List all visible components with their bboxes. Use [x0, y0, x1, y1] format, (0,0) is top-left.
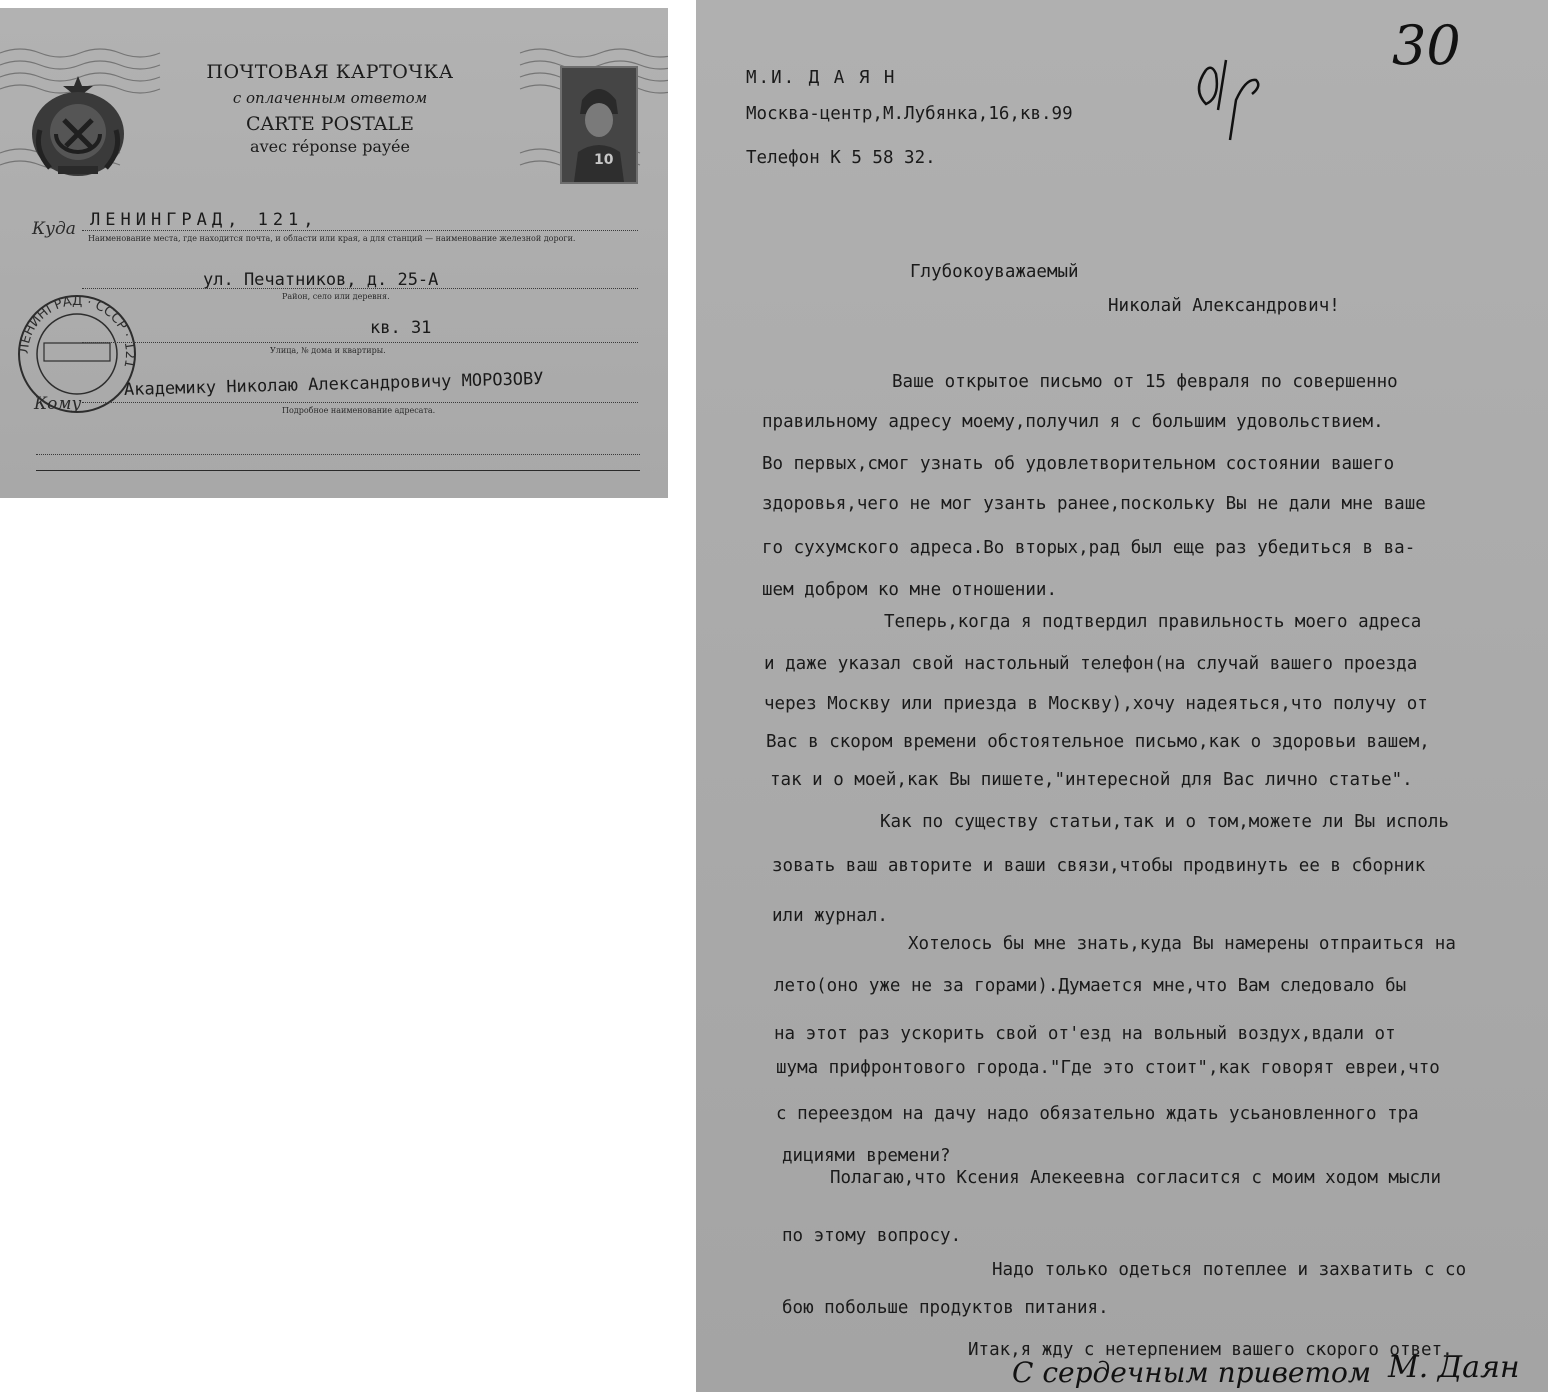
letter-line: правильному адресу моему,получил я с большим удовольствием. — [762, 412, 1384, 432]
address-line-5 — [36, 454, 640, 455]
letter-line: на этот раз ускорить свой от'езд на вольный воздух,вдали от — [774, 1024, 1396, 1044]
letter-sender-address: Москва-центр,М.Лубянка,16,кв.99 — [746, 104, 1073, 124]
letter-line: через Москву или приезда в Москву),хочу надеяться,что получу от — [764, 694, 1428, 714]
letter-line: го сухумского адреса.Во вторых,рад был еще раз убедиться в ва- — [762, 538, 1416, 558]
handwritten-initials-icon — [1186, 40, 1276, 150]
address-caption-4: Подробное наименование адресата. — [282, 406, 436, 415]
postcard — [0, 8, 668, 498]
letter-salutation-2: Николай Александрович! — [1108, 296, 1340, 316]
svg-text:ЛЕНИНГРАД · СССР · 121 — [17, 294, 137, 369]
letter-line: бою побольше продуктов питания. — [782, 1298, 1109, 1318]
letter-line: здоровья,чего не мог узанть ранее,поскольку Вы не дали мне ваше — [762, 494, 1426, 514]
letter-line: Хотелось бы мне знать,куда Вы намерены отпраиться на — [908, 934, 1456, 954]
postmark-text: ЛЕНИНГРАД · СССР · 121 — [16, 293, 138, 370]
letter-line: с переездом на дачу надо обязательно ждать усьановленного тра — [776, 1104, 1419, 1124]
stamp-value: 10 — [594, 152, 614, 168]
letter-line: по этому вопросу. — [782, 1226, 962, 1246]
letter-line: или журнал. — [772, 906, 888, 926]
address-line-3 — [82, 342, 638, 343]
letter-line: и даже указал свой настольный телефон(на случай вашего проезда — [764, 654, 1418, 674]
letter-line: Во первых,смог узнать об удовлетворительном состоянии вашего — [762, 454, 1395, 474]
letter-closing-handwritten: С сердечным приветом — [1012, 1356, 1372, 1389]
letter-signature: М. Даян — [1388, 1350, 1520, 1385]
address-line-1 — [82, 230, 638, 231]
address-line-2 — [82, 288, 638, 289]
letter-line: лето(оно уже не за горами).Думается мне,что Вам следовало бы — [774, 976, 1407, 996]
letter-line: шума прифронтового города."Где это стоит",как говорят евреи,что — [776, 1058, 1440, 1078]
ussr-emblem-icon — [26, 70, 130, 180]
letter-salutation-1: Глубокоуважаемый — [910, 262, 1079, 282]
kuda-label: Куда — [32, 219, 76, 239]
address-line-4 — [82, 402, 638, 403]
address-line-6 — [36, 470, 640, 471]
letter-line: зовать ваш авторите и ваши связи,чтобы продвинуть ее в сборник — [772, 856, 1426, 876]
letter-line: Как по существу статьи,так и о том,можете ли Вы исполь — [880, 812, 1449, 832]
letter-line: шем добром ко мне отношении. — [762, 580, 1058, 600]
letter-line: Вас в скором времени обстоятельное письмо,как о здоровьи вашем, — [766, 732, 1430, 752]
letter-line: Ваше открытое письмо от 15 февраля по совершенно — [892, 372, 1398, 392]
letter-sender-phone: Телефон К 5 58 32. — [746, 148, 936, 168]
postcard-avec-reponse: avec réponse payée — [250, 137, 410, 156]
addressee: Академику Николаю Александровичу МОРОЗОВУ — [123, 369, 544, 400]
letter-sender: М.И. Д А Я Н — [746, 68, 897, 88]
letter-folio-number: 30 — [1392, 14, 1461, 77]
address-caption-1: Наименование места, где находится почта, и области или края, а для станций — наименование железной дороги. — [88, 234, 576, 243]
address-apartment: кв. 31 — [370, 318, 432, 338]
postcard-subtitle: с оплаченным ответом — [232, 89, 428, 107]
letter-line: Полагаю,что Ксения Алекеевна согласится с моим ходом мысли — [830, 1168, 1442, 1188]
letter-line: Надо только одеться потеплее и захватить с со — [992, 1260, 1467, 1280]
address-city: ЛЕНИНГРАД, 121, — [90, 210, 319, 230]
letter-line: Итак,я жду с нетерпением вашего скорого ответ. — [968, 1340, 1453, 1360]
address-caption-2: Район, село или деревня. — [282, 292, 390, 301]
letter-line: так и о моей,как Вы пишете,"интересной для Вас лично статье". — [770, 770, 1413, 790]
letter-page — [696, 0, 1548, 1392]
letter-line: дициями времени? — [782, 1146, 951, 1166]
letter-line: Теперь,когда я подтвердил правильность моего адреса — [884, 612, 1422, 632]
address-street: ул. Печатников, д. 25-А — [203, 270, 439, 290]
postcard-title: ПОЧТОВАЯ КАРТОЧКА — [206, 61, 454, 83]
postcard-carte-postale: CARTE POSTALE — [245, 113, 415, 135]
komu-label: Кому — [34, 394, 82, 414]
address-caption-3: Улица, № дома и квартиры. — [270, 346, 386, 355]
